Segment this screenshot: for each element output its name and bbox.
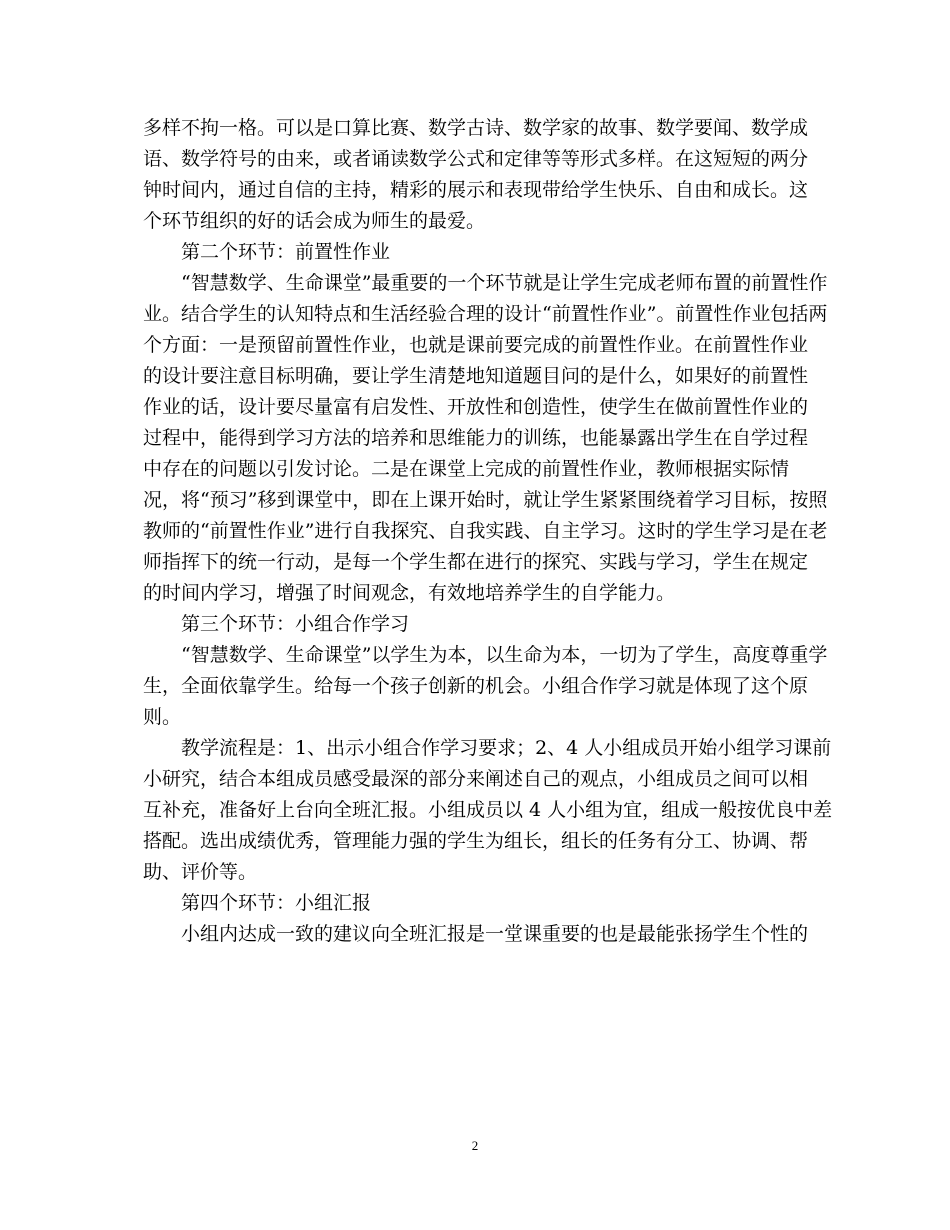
paragraph-line: “智慧数学、生命课堂”以学生为本，以生命为本，一切为了学生，高度尊重学 xyxy=(181,644,828,666)
paragraph-line: 则。 xyxy=(143,706,182,728)
paragraph-line: 教师的“前置性作业”进行自我探究、自我实践、自主学习。这时的学生学习是在老 xyxy=(143,520,828,542)
paragraph-line: 小组内达成一致的建议向全班汇报是一堂课重要的也是最能张扬学生个性的 xyxy=(181,923,809,945)
paragraph-line: 钟时间内，通过自信的主持，精彩的展示和表现带给学生快乐、自由和成长。这 xyxy=(143,179,809,201)
paragraph-line: 业。结合学生的认知特点和生活经验合理的设计“前置性作业”。前置性作业包括两 xyxy=(143,303,828,325)
paragraph-line: 个方面：一是预留前置性作业，也就是课前要完成的前置性作业。在前置性作业 xyxy=(143,334,809,356)
paragraph-line: 搭配。选出成绩优秀，管理能力强的学生为组长，组长的任务有分工、协调、帮 xyxy=(143,830,809,852)
paragraph-line: 师指挥下的统一行动，是每一个学生都在进行的探究、实践与学习，学生在规定 xyxy=(143,551,809,573)
paragraph-line: 互补充，准备好上台向全班汇报。小组成员以 4 人小组为宜，组成一般按优良中差 xyxy=(143,799,833,821)
paragraph-line: 作业的话，设计要尽量富有启发性、开放性和创造性，使学生在做前置性作业的 xyxy=(143,396,809,418)
paragraph-line: 语、数学符号的由来，或者诵读数学公式和定律等等形式多样。在这短短的两分 xyxy=(143,148,809,170)
paragraph-line: 助、评价等。 xyxy=(143,861,258,883)
paragraph-line: 个环节组织的好的话会成为师生的最爱。 xyxy=(143,210,486,232)
document-body xyxy=(143,113,833,950)
paragraph-line: 过程中，能得到学习方法的培养和思维能力的训练，也能暴露出学生在自学过程 xyxy=(143,427,809,449)
page-number: 2 xyxy=(471,1138,479,1153)
section-heading: 第四个环节：小组汇报 xyxy=(181,892,372,914)
paragraph-line: 教学流程是：1、出示小组合作学习要求；2、4 人小组成员开始小组学习课前 xyxy=(181,737,832,759)
paragraph-line: 小研究，结合本组成员感受最深的部分来阐述自己的观点，小组成员之间可以相 xyxy=(143,768,809,790)
paragraph-line: 生，全面依靠学生。给每一个孩子创新的机会。小组合作学习就是体现了这个原 xyxy=(143,675,809,697)
section-heading: 第三个环节：小组合作学习 xyxy=(181,613,410,635)
paragraph-line: 多样不拘一格。可以是口算比赛、数学古诗、数学家的故事、数学要闻、数学成 xyxy=(143,117,809,139)
paragraph-line: 的设计要注意目标明确，要让学生清楚地知道题目问的是什么，如果好的前置性 xyxy=(143,365,809,387)
paragraph-line: 的时间内学习，增强了时间观念，有效地培养学生的自学能力。 xyxy=(143,582,676,604)
paragraph-line: 中存在的问题以引发讨论。二是在课堂上完成的前置性作业，教师根据实际情 xyxy=(143,458,790,480)
paragraph-line: “智慧数学、生命课堂”最重要的一个环节就是让学生完成老师布置的前置性作 xyxy=(181,272,828,294)
section-heading: 第二个环节：前置性作业 xyxy=(181,241,391,263)
paragraph-line: 况，将“预习”移到课堂中，即在上课开始时，就让学生紧紧围绕着学习目标，按照 xyxy=(143,489,828,511)
